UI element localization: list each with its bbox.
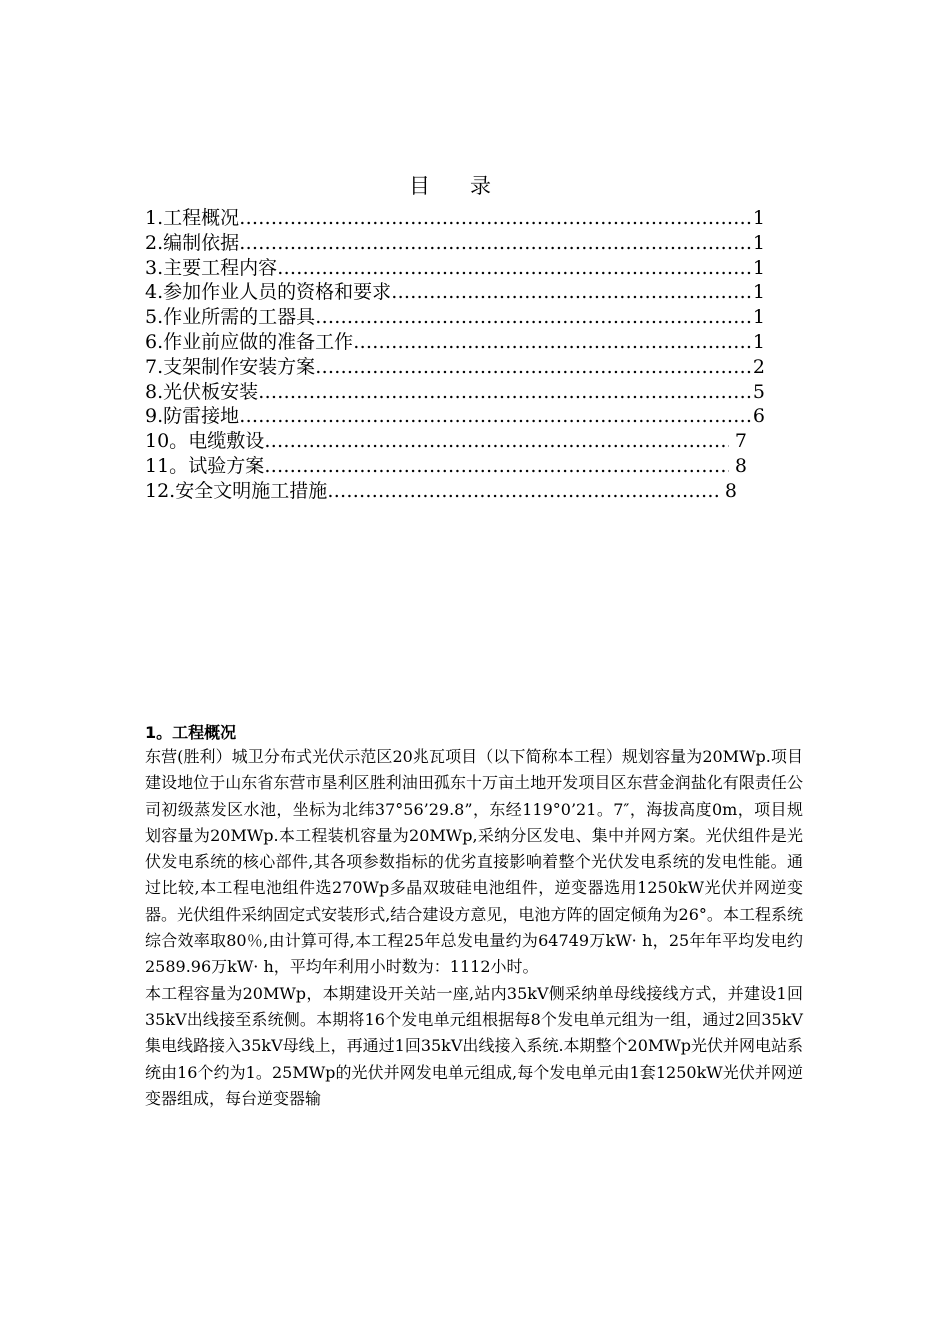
- toc-item[interactable]: [145, 454, 747, 479]
- toc-item-number: 2.: [145, 231, 164, 254]
- toc-leader-dots: [315, 305, 753, 330]
- toc-item-label: 作业所需的工器具: [163, 306, 316, 329]
- toc-item-page: 5: [752, 380, 765, 403]
- toc-item-number: 1.: [145, 207, 164, 229]
- toc-leader-dots: [353, 330, 753, 355]
- toc-item[interactable]: [145, 429, 747, 454]
- toc-item[interactable]: [145, 206, 765, 231]
- toc-item-number: 10。: [145, 430, 189, 453]
- toc-leader-dots: [239, 404, 753, 429]
- toc-leader-dots: [258, 380, 753, 405]
- toc-item[interactable]: [145, 404, 765, 429]
- toc-item[interactable]: [145, 330, 765, 355]
- toc-item-page: 1: [752, 231, 765, 254]
- toc-item-page: 2: [752, 355, 765, 378]
- toc-item-page: 1: [752, 306, 765, 329]
- toc-item-label: 支架制作安装方案: [163, 355, 316, 378]
- toc-item-page: 8: [728, 454, 747, 477]
- toc-item-number: 3.: [145, 256, 164, 279]
- toc-leader-dots: [327, 479, 719, 504]
- toc-leader-dots: [315, 355, 753, 380]
- toc-item[interactable]: [145, 305, 765, 330]
- toc-item-page: 1: [752, 207, 765, 229]
- toc-item-number: 8.: [145, 380, 164, 403]
- toc-leader-dots: [264, 429, 729, 454]
- toc-item-page: 6: [752, 405, 765, 428]
- toc-item-page: 1: [752, 281, 765, 304]
- toc-list: [145, 206, 765, 504]
- body-paragraph: 本工程容量为20MWp，本期建设开关站一座,站内35kV侧采纳单母线接线方式，并建设1回35kV出线接至系统侧。本期将16个发电单元组根据每8个发电单元组为一组，通过2回35kV集电线路接入35kV母线上，再通过1回35kV出线接入系统.本期整个20MWp光伏并网电站系统由16个约为1。25MWp的光伏并网发电单元组成,每个发电单元由1套1250kW光伏并网逆变器组成，每台逆变器输: [145, 983, 803, 1108]
- body-paragraph: 东营(胜利）城卫分布式光伏示范区20兆瓦项目（以下简称本工程）规划容量为20MWp.项目建设地位于山东省东营市垦利区胜利油田孤东十万亩土地开发项目区东营金润盐化有限责任公司初级蒸发区水池，坐标为北纬37°56’29.8”，东经119°0’21。7″，海拔高度0m，项目规划容量为20MWp.本工程装机容量为20MWp,采纳分区发电、集中并网方案。光伏组件是光伏发电系统的核心部件,其各项参数指标的优劣直接影响着整个光伏发电系统的发电性能。通过比较,本工程电池组件选270Wp多晶双玻硅电池组件，逆变器选用1250kW光伏并网逆变器。光伏组件采纳固定式安装形式,结合建设方意见，电池方阵的固定倾角为26°。本工程系统综合效率取80％,由计算可得,本工程25年总发电量约为64749万kW· h，25年年平均发电约2589.96万kW· h，平均年利用小时数为：1112小时。: [145, 747, 803, 977]
- toc-item-label: 编制依据: [163, 231, 240, 254]
- toc-item-page: 1: [752, 256, 765, 279]
- toc-item-label: 光伏板安装: [163, 380, 259, 403]
- toc-item-number: 9.: [145, 405, 164, 428]
- toc-item-number: 4.: [145, 281, 164, 304]
- toc-item-label: 防雷接地: [163, 405, 240, 428]
- toc-item-page: 1: [752, 330, 765, 353]
- toc-leader-dots: [391, 280, 753, 305]
- toc-item[interactable]: [145, 380, 765, 405]
- toc-item-label: 主要工程内容: [163, 256, 278, 279]
- section-project-overview: [145, 722, 803, 1112]
- toc-item[interactable]: [145, 355, 765, 380]
- toc-item-label: 试验方案: [188, 454, 265, 477]
- toc-item-label: 电缆敷设: [188, 430, 265, 453]
- toc-leader-dots: [239, 231, 753, 256]
- toc-item-number: 5.: [145, 306, 164, 329]
- toc-item-page: 7: [728, 430, 747, 453]
- toc-item[interactable]: [145, 231, 765, 256]
- toc-leader-dots: [264, 454, 729, 479]
- toc-item[interactable]: [145, 479, 737, 504]
- toc-item-number: 6.: [145, 330, 164, 353]
- toc-title: 目录: [409, 174, 531, 198]
- toc-item-label: 工程概况: [163, 207, 240, 229]
- toc-leader-dots: [239, 206, 753, 231]
- toc-leader-dots: [277, 256, 753, 281]
- toc-item-label: 参加作业人员的资格和要求: [163, 281, 392, 304]
- toc-item[interactable]: [145, 256, 765, 281]
- toc-item-number: 7.: [145, 355, 164, 378]
- toc-item-label: 作业前应做的准备工作: [163, 330, 354, 353]
- toc-item-number: 11。: [145, 454, 189, 477]
- toc-item[interactable]: [145, 280, 765, 305]
- toc-item-label: 安全文明施工措施: [175, 479, 328, 502]
- toc-item-number: 12.: [145, 479, 176, 502]
- table-of-contents: [145, 172, 765, 504]
- section-heading: 1。工程概况: [145, 723, 237, 742]
- toc-item-page: 8: [718, 479, 737, 502]
